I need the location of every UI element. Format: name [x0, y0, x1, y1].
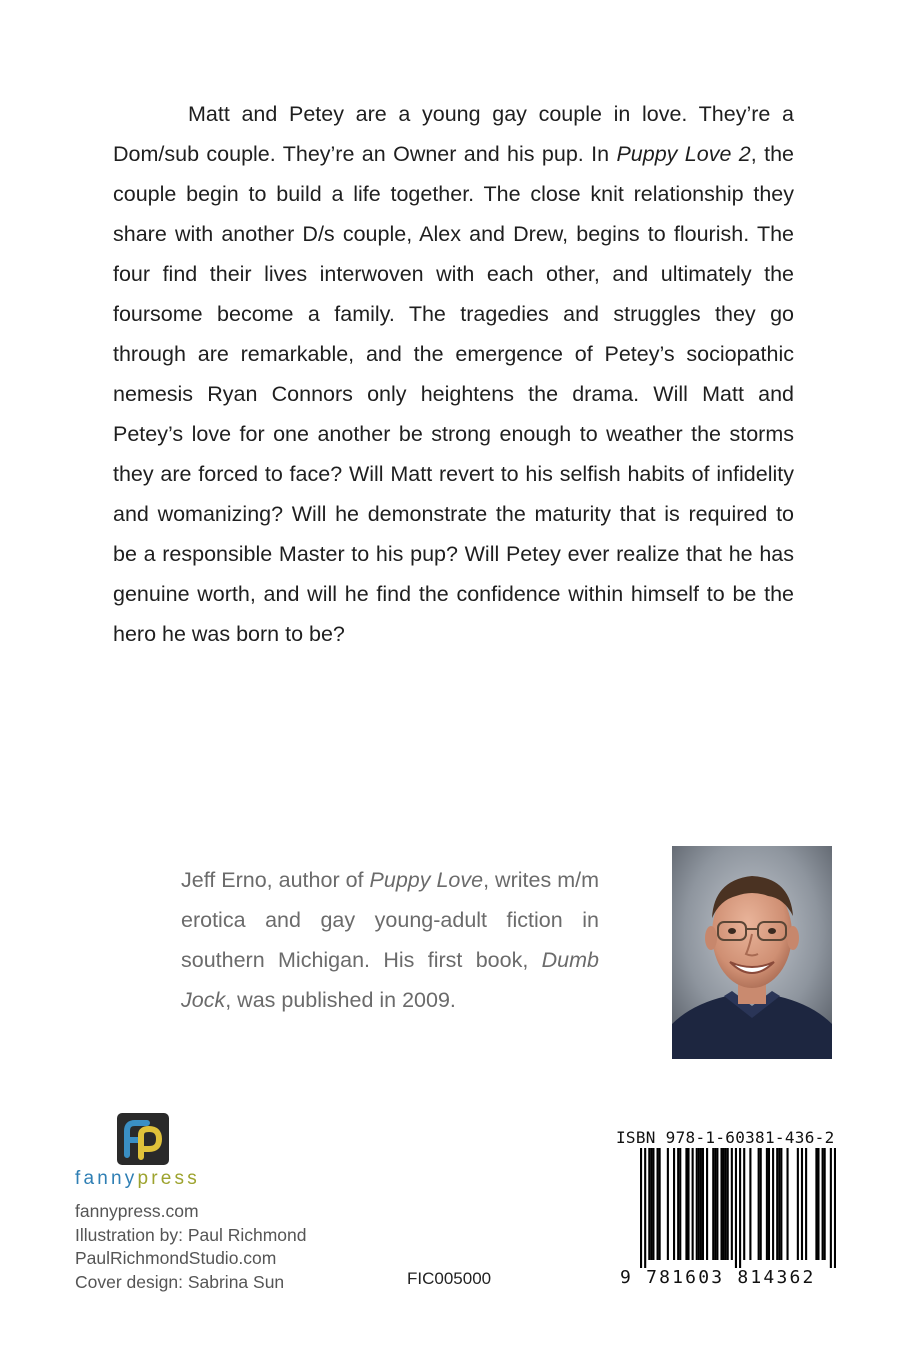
barcode-bar	[834, 1148, 836, 1268]
barcode-bar	[679, 1148, 681, 1260]
barcode-bar	[723, 1148, 725, 1260]
publisher-name	[75, 1168, 200, 1190]
barcode-bar	[716, 1148, 718, 1260]
barcode-bar	[677, 1148, 679, 1260]
barcode-bar	[739, 1148, 741, 1268]
isbn-barcode	[640, 1148, 836, 1268]
barcode-bar	[830, 1148, 832, 1268]
barcode-bar	[685, 1148, 687, 1260]
bio-text-part1: Jeff Erno, author of	[181, 868, 370, 892]
bio-text-part2: , writes m/m erotica and gay young-adult fiction in southern Michigan. His first book,	[181, 868, 599, 972]
barcode-bar	[640, 1148, 642, 1268]
blurb-text-part1: Matt and Petey are a young gay couple in love. They’re a Dom/sub couple. They’re an Owner and his pup. In	[113, 102, 794, 166]
credits-block	[75, 1200, 307, 1294]
bio-book-title-2: Dumb Jock	[181, 948, 599, 1012]
publisher-website: fannypress.com	[75, 1201, 199, 1221]
barcode-digits: 9 781603 814362	[620, 1267, 816, 1288]
barcode-bar	[727, 1148, 729, 1260]
barcode-bar	[815, 1148, 817, 1260]
barcode-bar	[667, 1148, 669, 1260]
barcode-bar	[698, 1148, 700, 1260]
barcode-bar	[735, 1148, 737, 1268]
publisher-name-part1: fanny	[75, 1168, 138, 1189]
barcode-bar	[650, 1148, 652, 1260]
author-bio	[181, 860, 599, 1020]
barcode-bar	[780, 1148, 782, 1260]
barcode-bar	[687, 1148, 689, 1260]
blurb-text-part2: , the couple begin to build a life together. The close knit relationship they share with another D/s couple, Alex and Drew, begins to flourish. The four find their lives interwoven with each other, and ultimately the foursome become a family. The tragedies and struggles they go through are remarkable, and the emergence of Petey’s sociopathic nemesis Ryan Connors only heightens the drama. Will Matt and Petey’s love for one another be strong enough to weather the storms they are forced to face? Will Matt revert to his selfish habits of infidelity and womanizing? Will he demonstrate the maturity that is required to be a responsible Master to his pup? Will Petey ever realize that he has genuine worth, and will he find the confidence within himself to be the hero he was born to be?	[113, 142, 795, 646]
bio-book-title-1: Puppy Love	[369, 868, 484, 892]
barcode-bar	[696, 1148, 698, 1260]
barcode-bar	[760, 1148, 762, 1260]
barcode-bar	[725, 1148, 727, 1260]
bisac-code: FIC005000	[407, 1269, 492, 1288]
barcode-bar	[652, 1148, 654, 1260]
cover-design-credit: Cover design: Sabrina Sun	[75, 1271, 285, 1292]
barcode-bar	[714, 1148, 716, 1260]
barcode-bar	[776, 1148, 778, 1260]
author-portrait-image	[672, 846, 832, 1059]
author-photo	[672, 846, 832, 1059]
barcode-bar	[766, 1148, 768, 1260]
barcode-bar	[706, 1148, 708, 1260]
barcode-bar	[797, 1148, 799, 1260]
barcode-bar	[768, 1148, 770, 1260]
barcode-bar	[758, 1148, 760, 1260]
barcode-bar	[822, 1148, 824, 1260]
back-cover-blurb	[113, 94, 794, 654]
barcode-bar	[786, 1148, 788, 1260]
barcode-bar	[702, 1148, 704, 1260]
barcode-bar	[731, 1148, 733, 1260]
barcode-bar	[801, 1148, 803, 1260]
barcode-bar	[692, 1148, 694, 1260]
bio-text-part3: , was published in 2009.	[225, 988, 456, 1012]
fannypress-logo-icon	[117, 1113, 169, 1165]
barcode-bar	[824, 1148, 826, 1260]
illustration-credit: Illustration by: Paul Richmond	[75, 1224, 307, 1245]
barcode-bar	[749, 1148, 751, 1260]
barcode-bar	[657, 1148, 659, 1260]
barcode-bar	[817, 1148, 819, 1260]
isbn-label: ISBN 978-1-60381-436-2	[616, 1128, 835, 1147]
blurb-book-title: Puppy Love 2	[616, 142, 751, 166]
barcode-bar	[700, 1148, 702, 1260]
barcode-bar	[648, 1148, 650, 1260]
barcode-bar	[720, 1148, 722, 1260]
publisher-name-part2: press	[137, 1168, 200, 1189]
barcode-bar	[772, 1148, 774, 1260]
barcode-bar	[659, 1148, 661, 1260]
barcode-bar	[778, 1148, 780, 1260]
barcode-bar	[712, 1148, 714, 1260]
barcode-bar	[644, 1148, 646, 1268]
barcode-bar	[805, 1148, 807, 1260]
barcode-bar	[743, 1148, 745, 1260]
barcode-bar	[673, 1148, 675, 1260]
illustrator-website: PaulRichmondStudio.com	[75, 1248, 277, 1268]
